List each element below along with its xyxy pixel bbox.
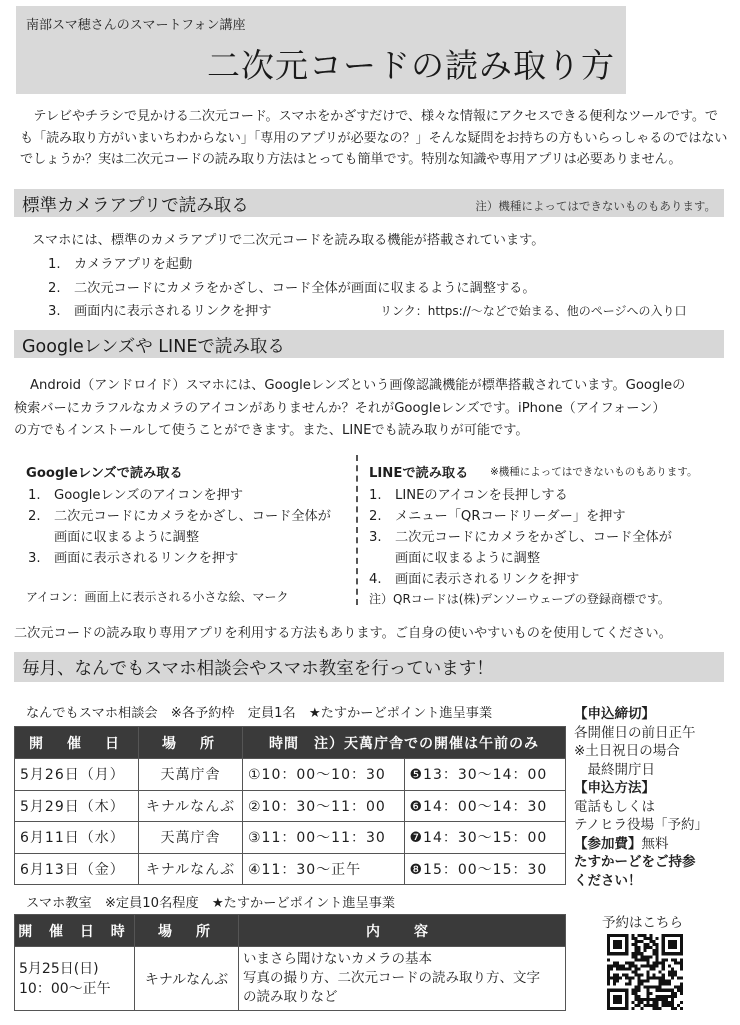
line-step: 画面に収まるように調整 [395, 551, 541, 566]
classroom-table [14, 914, 566, 1011]
google-step: 1. Googleレンズのアイコンを押す [28, 488, 244, 503]
google-step: 2. 二次元コードにカメラをかざし、コード全体が [28, 509, 331, 524]
method-title: 【申込方法】 [574, 780, 655, 796]
intro-paragraph: テレビやチラシで見かける二次元コード。スマホをかざすだけで、様々な情報にアクセスできる便利なツールです。でも「読み取り方がいまいちわからない」「専用のアプリが必要なの？」そんな疑問をお持ちの方もいらっしゃるのではないでしょうか？実は二次元コードの読み取り方法はとっても簡単です。特別な知識や専用アプリは必要ありません。 [20, 109, 728, 167]
camera-step: 1. カメラアプリを起動 [48, 257, 193, 272]
camera-step: 3. 画面内に表示されるリンクを押す [48, 304, 272, 319]
line-step: 2. メニュー「QRコードリーダー」を押す [369, 509, 626, 524]
series-label: 南部スマ穂さんのスマートフォン講座 [26, 18, 246, 33]
lens-footer: 二次元コードの読み取り専用アプリを利用する方法もあります。ご自身の使いやすいものを使用してください。 [14, 626, 672, 641]
consult-header-place: 場 所 [139, 727, 243, 759]
consult-caption: なんでもスマホ相談会 ※各予約枠 定員1名 ★たすかーどポイント進呈事業 [26, 706, 493, 721]
line-title-note: ※機種によってはできないものもあります。 [490, 466, 698, 478]
page-title: 二次元コードの読み取り方 [207, 46, 615, 85]
fee-value: 無料 [641, 835, 669, 852]
consult-header-time: 時間 注）天萬庁舎での開催は午前のみ [243, 727, 566, 759]
lens-paragraph-line: の方でもインストールして使うことができます。また、LINEでも読み取りが可能です。 [14, 423, 529, 438]
line-step: 3. 二次元コードにカメラをかざし、コード全体が [369, 530, 672, 545]
google-title: Googleレンズで読み取る [26, 466, 183, 481]
section-events-header [14, 652, 724, 682]
link-note: リンク：https://～などで始まる、他のページへの入り口 [380, 304, 687, 318]
column-divider [356, 455, 358, 605]
camera-lead: スマホには、標準のカメラアプリで二次元コードを読み取る機能が搭載されています。 [32, 233, 545, 248]
lens-paragraph-line: Android（アンドロイド）スマホには、Googleレンズという画像認識機能が標準搭載されています。Googleの [30, 378, 686, 393]
qr-code-icon[interactable] [607, 934, 683, 1010]
section-lens-header [14, 330, 724, 358]
classroom-header-date: 開 催 日 時 [15, 915, 135, 947]
line-title: LINEで読み取る [369, 466, 469, 481]
reserve-label: 予約はこちら [602, 915, 683, 931]
table-row: 5月29日（木） キナルなんぶ ②10：30～11：00 ❻14：00～14：30 [15, 790, 566, 822]
deadline-title: 【申込締切】 [574, 706, 655, 722]
classroom-caption: スマホ教室 ※定員10名程度 ★たすかーどポイント進呈事業 [26, 896, 396, 911]
section-lens-title: Googleレンズや LINEで読み取る [22, 337, 285, 357]
classroom-header-content: 内 容 [239, 915, 566, 947]
section-camera-title: 標準カメラアプリで読み取る [22, 196, 249, 216]
google-note: アイコン：画面上に表示される小さな絵、マーク [26, 590, 289, 604]
line-step: 1. LINEのアイコンを長押しする [369, 488, 568, 503]
side-info: 【申込締切】 各開催日の前日正午 ※土日祝日の場合 最終開庁日 【申込方法】 電話もしくは テノヒラ役場「予約」 【参加費】無料 たすかーどをご持参 ください！ [574, 706, 709, 889]
table-row: 5月26日（月） 天萬庁舎 ①10：00～10：30 ❺13：30～14：00 [15, 759, 566, 791]
google-step: 画面に収まるように調整 [54, 530, 200, 545]
classroom-header-place: 場 所 [135, 915, 239, 947]
table-row: 6月11日（水） 天萬庁舎 ③11：00～11：30 ❼14：30～15：00 [15, 822, 566, 854]
lens-paragraph-line: 検索バーにカラフルなカメラのアイコンがありませんか？それがGoogleレンズです。iPhone（アイフォーン） [14, 401, 666, 416]
consult-header-date: 開 催 日 [15, 727, 139, 759]
table-row: 6月13日（金） キナルなんぶ ④11：30～正午 ❽15：00～15：30 [15, 853, 566, 885]
google-step: 3. 画面に表示されるリンクを押す [28, 551, 239, 566]
line-note: 注）QRコードは(株)デンソーウェーブの登録商標です。 [369, 592, 670, 606]
consult-table [14, 726, 566, 885]
table-row: 5月25日(日) 10：00～正午 キナルなんぶ いまさら聞けないカメラの基本 写真の撮り方、二次元コードの読み取り方、文字 の読み取りなど [15, 947, 566, 1011]
line-step: 4. 画面に表示されるリンクを押す [369, 572, 580, 587]
camera-step: 2. 二次元コードにカメラをかざし、コード全体が画面に収まるように調整する。 [48, 281, 536, 296]
section-camera-note: 注）機種によってはできないものもあります。 [475, 199, 716, 213]
fee-title: 【参加費】 [574, 835, 642, 852]
section-camera-header [14, 189, 724, 217]
section-events-title: 毎月、なんでもスマホ相談会やスマホ教室を行っています！ [22, 659, 494, 679]
